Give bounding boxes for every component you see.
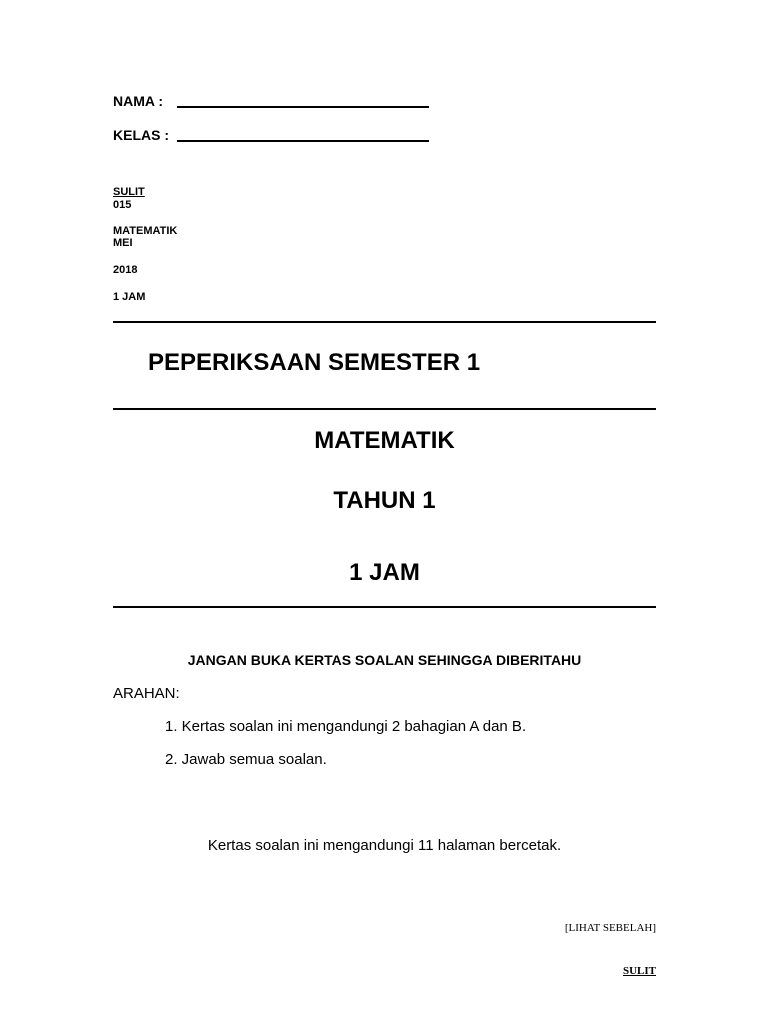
instruction-item: 2. Jawab semua soalan.	[165, 751, 327, 768]
turn-over-note: [LIHAT SEBELAH]	[564, 922, 656, 934]
do-not-open-warning: JANGAN BUKA KERTAS SOALAN SEHINGGA DIBERITAHU	[187, 652, 582, 668]
exam-duration: 1 JAM	[349, 559, 420, 586]
class-label: KELAS :	[113, 127, 169, 143]
divider-bottom	[113, 606, 656, 608]
instructions-heading: ARAHAN:	[113, 685, 180, 702]
exam-grade: TAHUN 1	[333, 487, 436, 514]
meta-subject: MATEMATIK	[113, 225, 178, 237]
divider-middle	[113, 408, 656, 410]
paper-code: 015	[113, 199, 132, 211]
name-field[interactable]	[177, 106, 429, 108]
classification-label: SULIT	[113, 186, 145, 198]
exam-title: PEPERIKSAAN SEMESTER 1	[148, 349, 481, 376]
meta-duration: 1 JAM	[113, 291, 146, 303]
meta-year: 2018	[113, 264, 138, 276]
footer-classification: SULIT	[622, 965, 656, 977]
name-label: NAMA :	[113, 93, 164, 109]
page-count-note: Kertas soalan ini mengandungi 11 halaman bercetak.	[207, 837, 562, 854]
exam-subject: MATEMATIK	[314, 427, 455, 454]
meta-month: MEI	[113, 237, 133, 249]
divider-top	[113, 321, 656, 323]
class-field[interactable]	[177, 140, 429, 142]
instruction-item: 1. Kertas soalan ini mengandungi 2 bahagian A dan B.	[165, 718, 527, 735]
